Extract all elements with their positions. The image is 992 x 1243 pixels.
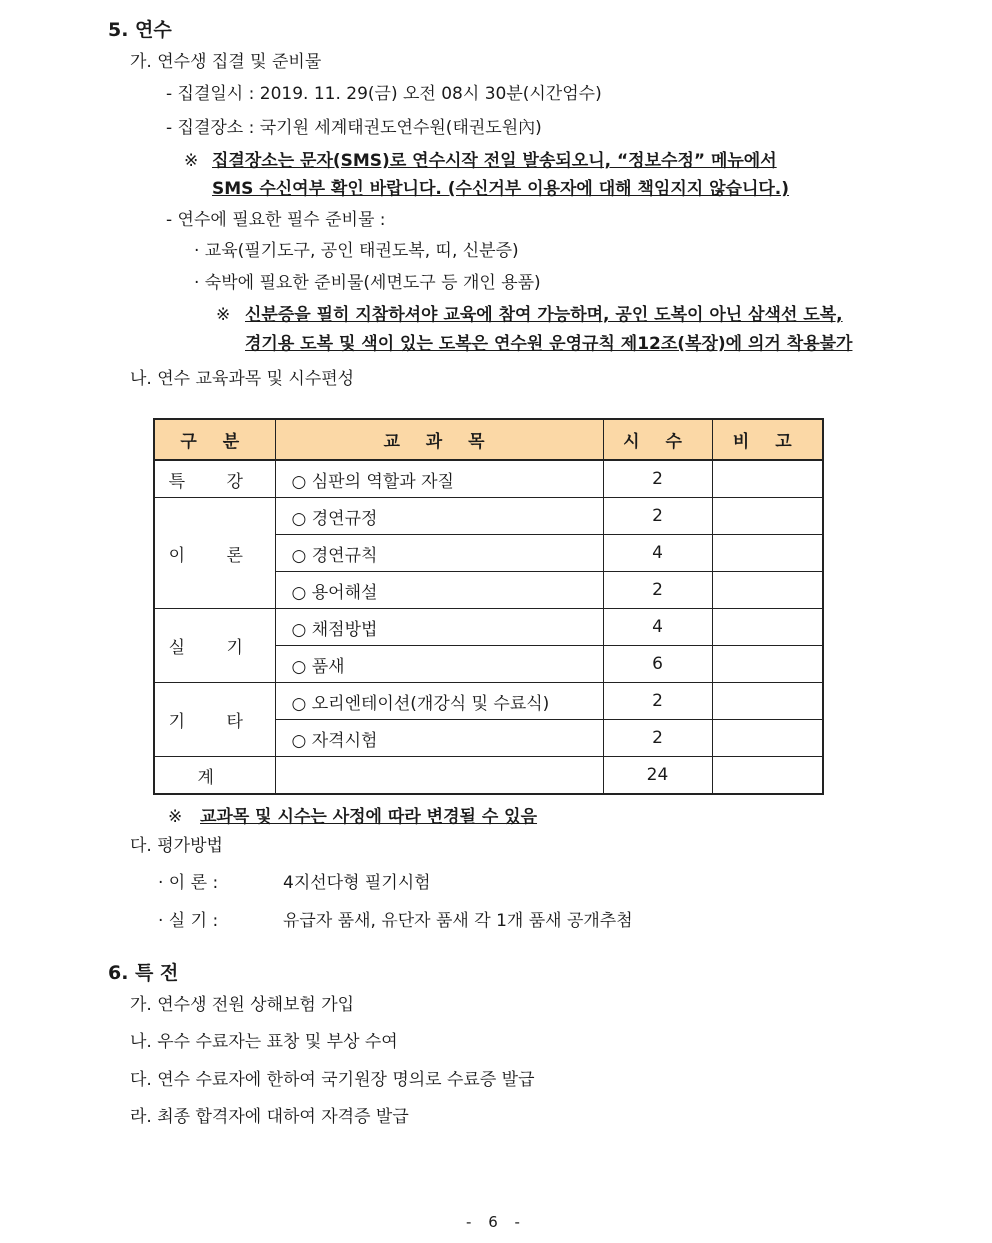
eval-practice-value: 유급자 품새, 유단자 품새 각 1개 품새 공개추첨 (283, 911, 633, 931)
benefit-item: 다. 연수 수료자에 한하여 국기원장 명의로 수료증 발급 (130, 1070, 535, 1090)
eval-theory-label: · 이 론 : (158, 873, 219, 893)
subject-cell: ○ 용어해설 (275, 572, 603, 609)
note-cell (712, 535, 823, 572)
subject-cell: ○ 채점방법 (275, 609, 603, 646)
note-cell (712, 498, 823, 535)
note-cell (712, 720, 823, 757)
eval-practice-label: · 실 기 : (158, 911, 219, 931)
note-cell (712, 683, 823, 720)
header-category: 구 분 (154, 419, 275, 460)
hours-cell: 2 (603, 683, 712, 720)
gather-time: - 집결일시 : 2019. 11. 29(금) 오전 08시 30분(시간엄수) (166, 84, 602, 104)
curriculum-table (153, 418, 824, 795)
eval-theory-value: 4지선다형 필기시험 (283, 873, 431, 893)
hours-cell: 2 (603, 572, 712, 609)
hours-cell: 2 (603, 498, 712, 535)
notice-mark: ※ (216, 305, 231, 325)
header-note: 비 고 (712, 419, 823, 460)
subsection-ga: 가. 연수생 집결 및 준비물 (130, 52, 322, 72)
subject-cell: ○ 심판의 역할과 자질 (275, 460, 603, 498)
section-6-heading: 6. 특 전 (108, 962, 179, 984)
page-number: - 6 - (466, 1213, 526, 1231)
table-header-row (154, 419, 823, 460)
note-cell (712, 460, 823, 498)
id-notice-line2: 경기용 도복 및 색이 있는 도복은 연수원 운영규칙 제12조(복장)에 의거 착용불가 (245, 334, 853, 354)
benefit-item: 가. 연수생 전원 상해보험 가입 (130, 995, 355, 1015)
supply-item: · 숙박에 필요한 준비물(세면도구 등 개인 용품) (194, 273, 541, 293)
table-row (154, 683, 823, 720)
notice-mark: ※ (168, 807, 183, 827)
hours-cell: 4 (603, 609, 712, 646)
supply-item: · 교육(필기도구, 공인 태권도복, 띠, 신분증) (194, 241, 519, 261)
hours-cell: 6 (603, 646, 712, 683)
table-row (154, 460, 823, 498)
gather-notice-line2: SMS 수신여부 확인 바랍니다. (수신거부 이용자에 대해 책임지지 않습니다.) (212, 179, 790, 199)
hours-cell: 2 (603, 460, 712, 498)
header-hours: 시 수 (603, 419, 712, 460)
hours-cell: 4 (603, 535, 712, 572)
hours-cell: 2 (603, 720, 712, 757)
section-5-heading: 5. 연수 (108, 19, 172, 41)
total-note-cell (712, 757, 823, 795)
subject-cell: ○ 경연규칙 (275, 535, 603, 572)
gather-notice-line1: 집결장소는 문자(SMS)로 연수시작 전일 발송되오니, “정보수정” 메뉴에서 (212, 151, 777, 171)
table-note: 교과목 및 시수는 사정에 따라 변경될 수 있음 (200, 807, 538, 827)
table-row (154, 498, 823, 535)
benefit-item: 라. 최종 합격자에 대하여 자격증 발급 (130, 1107, 409, 1127)
category-cell: 특 강 (154, 460, 275, 498)
category-cell: 실 기 (154, 609, 275, 683)
supplies-title: - 연수에 필요한 필수 준비물 : (166, 210, 386, 230)
table-row (154, 609, 823, 646)
table-total-row (154, 757, 823, 795)
category-cell: 이 론 (154, 498, 275, 609)
notice-mark: ※ (184, 151, 199, 171)
subsection-na: 나. 연수 교육과목 및 시수편성 (130, 369, 355, 389)
subject-cell: ○ 자격시험 (275, 720, 603, 757)
total-hours-cell: 24 (603, 757, 712, 795)
benefit-item: 나. 우수 수료자는 표창 및 부상 수여 (130, 1032, 398, 1052)
subsection-da: 다. 평가방법 (130, 836, 223, 856)
subject-cell: ○ 품새 (275, 646, 603, 683)
subject-cell: ○ 오리엔테이션(개강식 및 수료식) (275, 683, 603, 720)
id-notice-line1: 신분증을 필히 지참하셔야 교육에 참여 가능하며, 공인 도복이 아닌 삼색선 도복, (245, 305, 843, 325)
category-cell: 기 타 (154, 683, 275, 757)
total-subject-cell (275, 757, 603, 795)
header-subject: 교 과 목 (275, 419, 603, 460)
note-cell (712, 609, 823, 646)
subject-cell: ○ 경연규정 (275, 498, 603, 535)
note-cell (712, 646, 823, 683)
note-cell (712, 572, 823, 609)
gather-place: - 집결장소 : 국기원 세계태권도연수원(태권도원內) (166, 118, 542, 138)
total-label-cell: 계 (154, 757, 275, 795)
